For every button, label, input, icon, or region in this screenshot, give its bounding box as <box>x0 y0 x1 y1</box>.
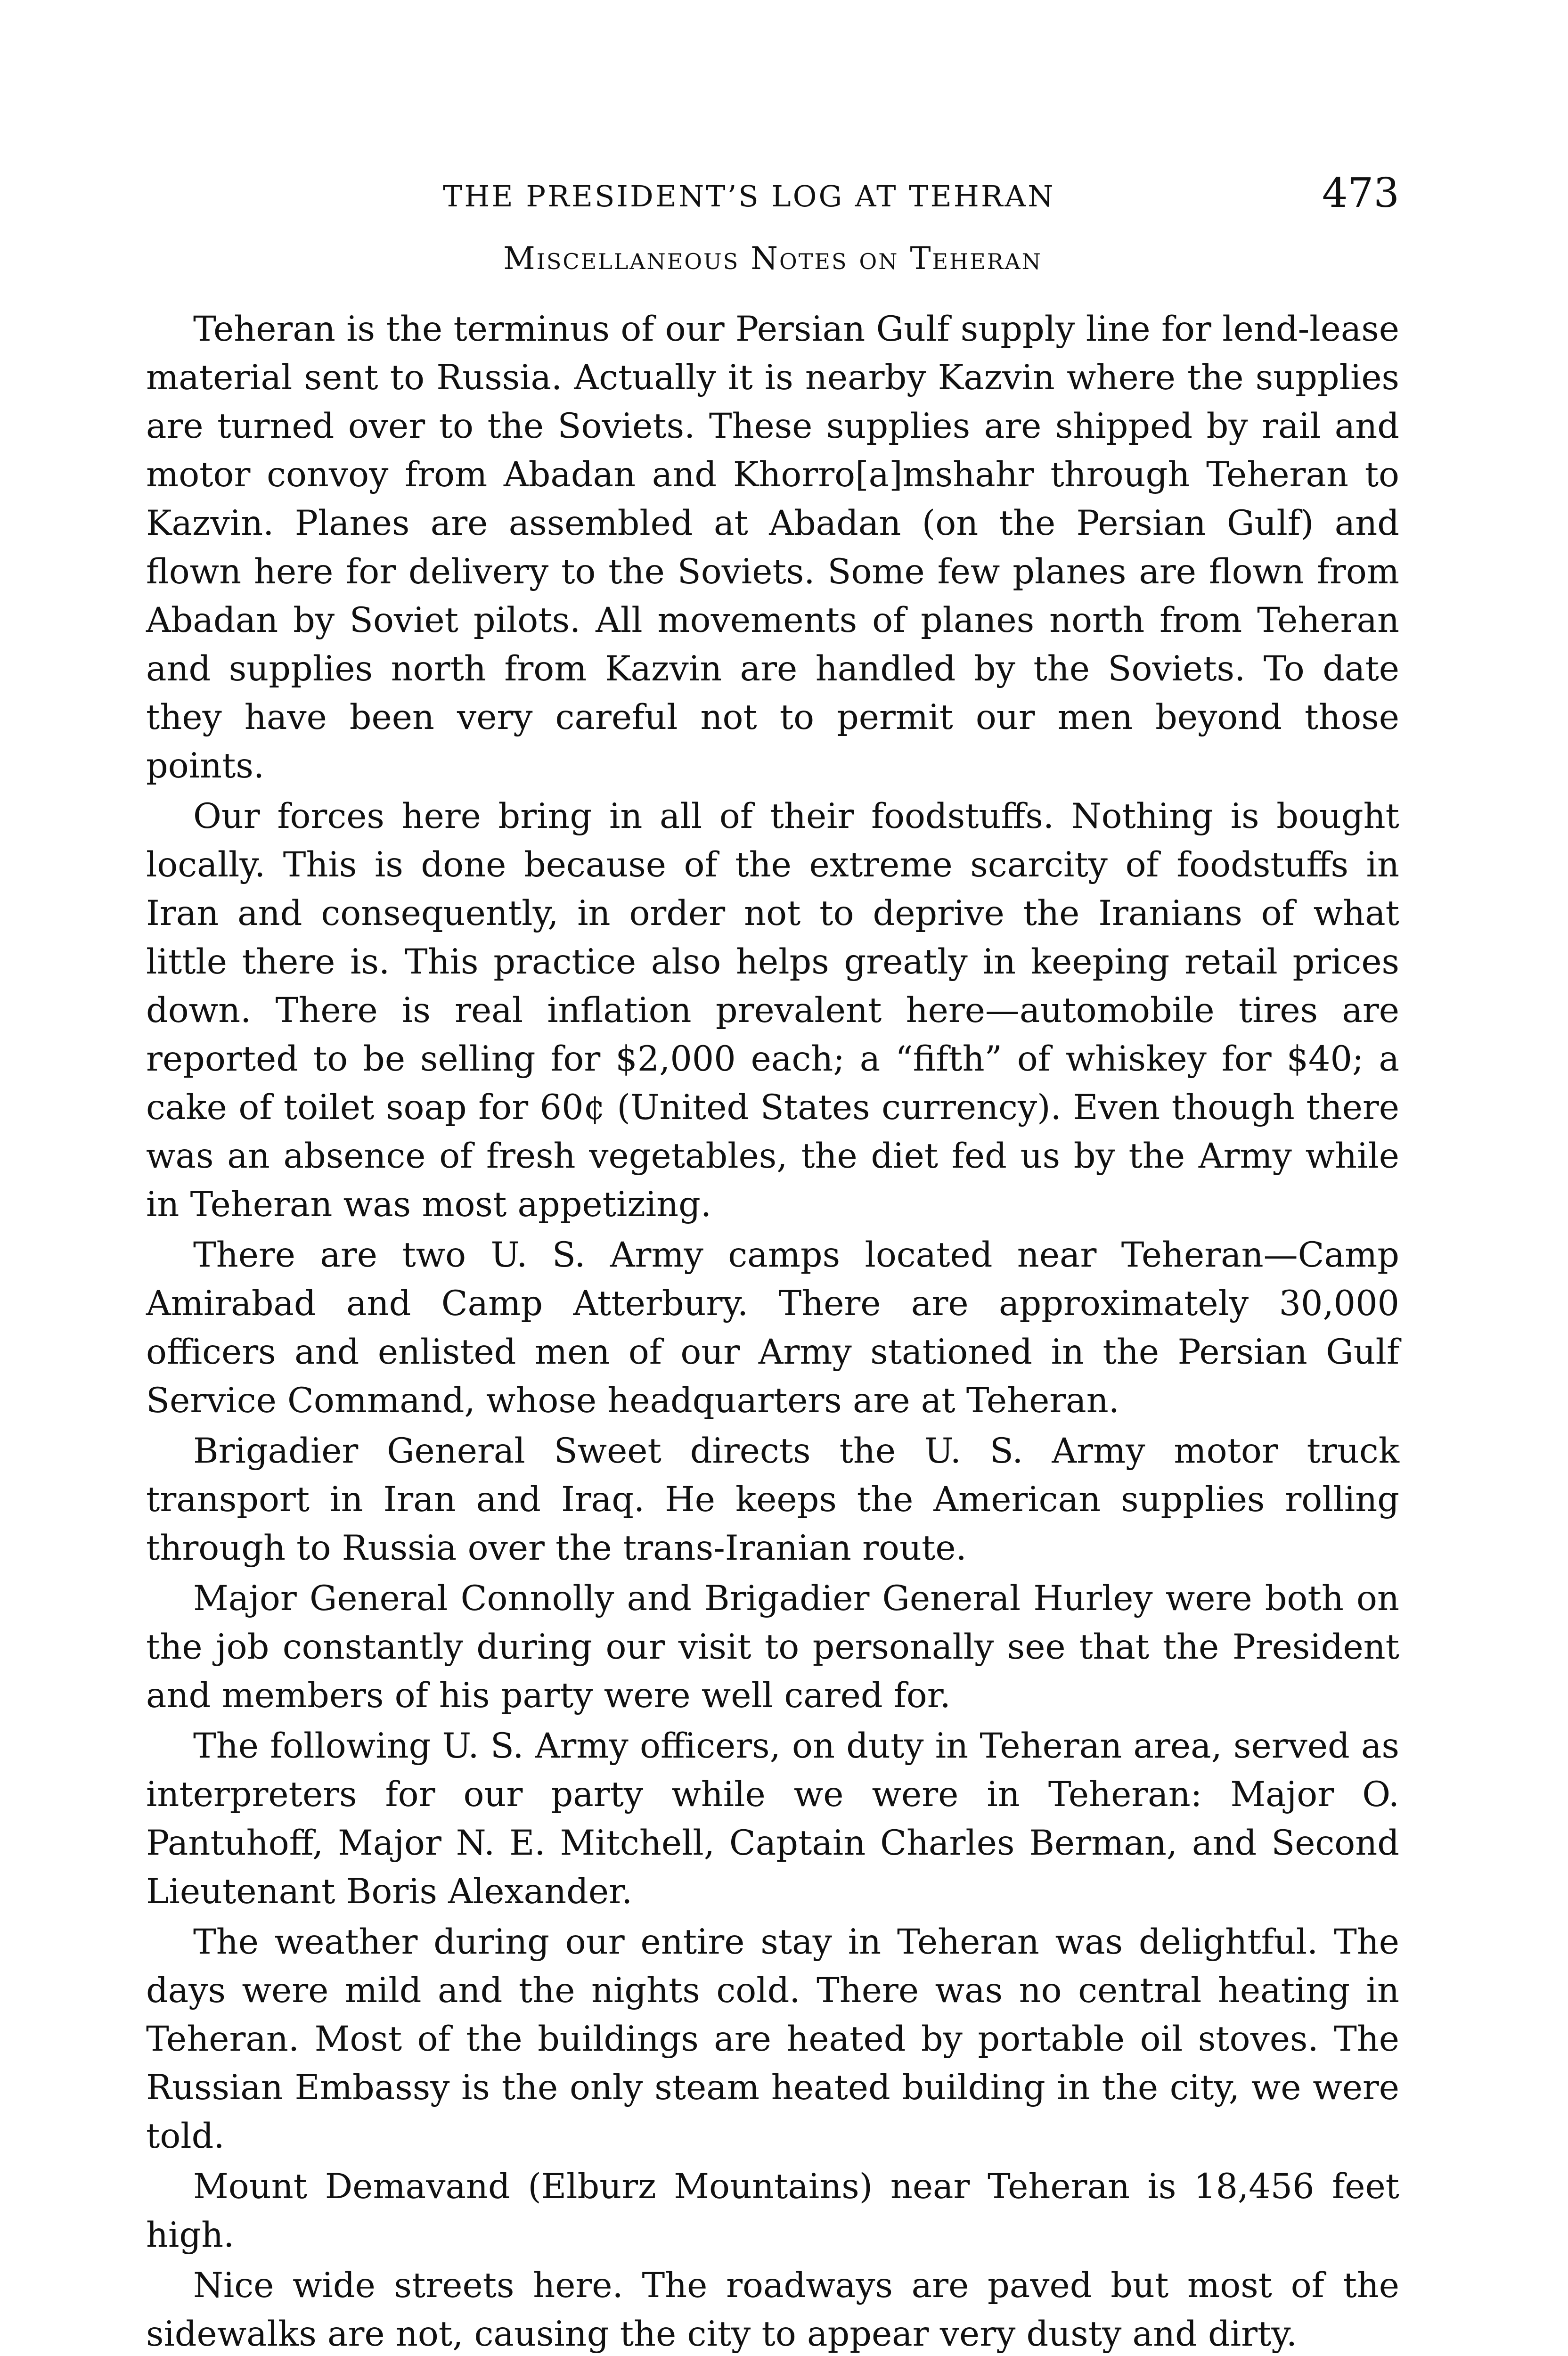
paragraph: Our forces here bring in all of their foodstuffs. Nothing is bought locally. This is done because of the extreme scarcity of foodstuffs in Iran and consequently, in order not to deprive the Iranians of what little there is. This practice also helps greatly in keeping retail prices down. There is real inflation prevalent here—automobile tires are reported to be selling for $2,000 each; a “fifth” of whiskey for $40; a cake of toilet soap for 60¢ (United States currency). Even though there was an absence of fresh vegetables, the diet fed us by the Army while in Teheran was most appetizing. <box>146 796 1399 1225</box>
paragraph: Brigadier General Sweet directs the U. S. Army motor truck transport in Iran and Iraq. He keeps the American supplies rolling through to Russia over the trans-Iranian route. <box>146 1431 1399 1568</box>
paragraph: Nice wide streets here. The roadways are paved but most of the sidewalks are not, causing the city to appear very dusty and dirty. <box>146 2266 1399 2354</box>
paragraph: Teheran is the terminus of our Persian Gulf supply line for lend-lease material sent to Russia. Actually it is nearby Kazvin where the supplies are turned over to the Soviets. These supplies are shipped by rail and motor convoy from Abadan and Khorro[a]mshahr through Teheran to Kazvin. Planes are assembled at Abadan (on the Persian Gulf) and flown here for delivery to the Soviets. Some few planes are flown from Abadan by Soviet pilots. All movements of planes north from Teheran and supplies north from Kazvin are handled by the Soviets. To date they have been very careful not to permit our men beyond those points. <box>146 309 1399 786</box>
running-title: THE PRESIDENT’S LOG AT TEHRAN <box>443 179 1055 213</box>
paragraph: There are two U. S. Army camps located near Teheran—Camp Amirabad and Camp Atterbury. There are approximately 30,000 officers and enlisted men of our Army stationed in the Persian Gulf Service Command, whose headquarters are at Teheran. <box>146 1235 1399 1421</box>
paragraph: The following U. S. Army officers, on duty in Teheran area, served as interpreters for our party while we were in Teheran: Major O. Pantuhoff, Major N. E. Mitchell, Captain Charles Berman, and Second Lieutenant Boris Alexander. <box>146 1726 1399 1912</box>
running-head <box>146 160 1399 221</box>
section-title: Miscellaneous Notes on Teheran <box>503 240 1042 277</box>
paragraph: Major General Connolly and Brigadier General Hurley were both on the job constantly during our visit to personally see that the President and members of his party were well cared for. <box>146 1579 1399 1716</box>
body-text <box>146 305 1399 2356</box>
paragraph: The weather during our entire stay in Teheran was delightful. The days were mild and the nights cold. There was no central heating in Teheran. Most of the buildings are heated by portable oil stoves. The Russian Embassy is the only steam heated building in the city, we were told. <box>146 1922 1399 2156</box>
page-number: 473 <box>1322 170 1399 217</box>
document-page <box>146 160 1399 2356</box>
paragraph: Mount Demavand (Elburz Mountains) near Teheran is 18,456 feet high. <box>146 2167 1399 2255</box>
